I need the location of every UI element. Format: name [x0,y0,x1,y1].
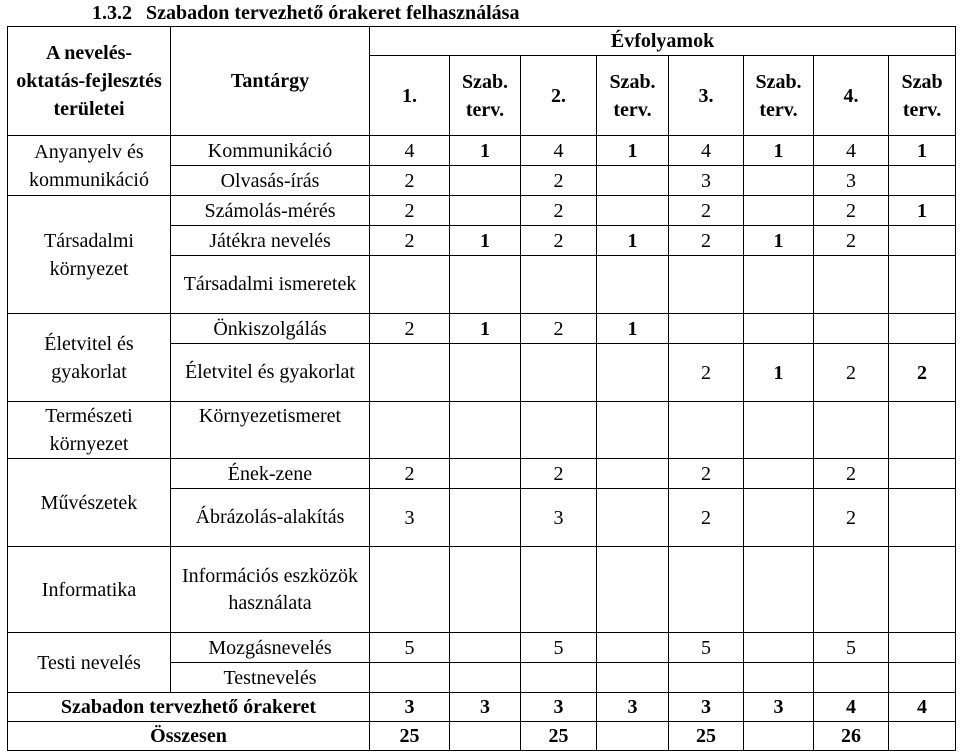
grade-2-szab-cell [597,256,669,314]
header-area-cell: A nevelés-oktatás-fejlesztés területei [8,27,171,136]
grade-3-szab-cell [744,633,814,663]
subject-cell: Információs eszközök használata [171,547,370,633]
grade-3-cell: 2 [669,196,744,226]
subject-cell: Mozgásnevelés [171,633,370,663]
header-subject-cell: Tantárgy [171,27,370,136]
table-row [8,459,956,489]
grade-3-szab-cell: 1 [744,226,814,256]
grade-4-cell [814,402,889,459]
area-cell: Művészetek [8,459,171,547]
grade-3-szab-cell: 3 [744,693,814,722]
grade-3-cell: 2 [669,344,744,402]
grade-4-szab-cell [889,459,956,489]
grade-3-szab-cell [744,314,814,344]
grade-3-szab: Szab. terv. [744,56,814,136]
grade-4-cell: 4 [814,693,889,722]
grade-4-szab-cell [889,314,956,344]
grade-3-cell: 5 [669,633,744,663]
total-label: Szabadon tervezhető órakeret [8,693,370,722]
grade-2-cell [521,402,597,459]
grade-2-cell: 25 [521,722,597,751]
table-row [8,196,956,226]
grade-1-szab-cell: 3 [450,693,521,722]
grade-2-cell [521,344,597,402]
grade-3-szab-cell [744,196,814,226]
grade-3-szab-cell [744,256,814,314]
grade-1-szab-cell: 1 [450,136,521,166]
grade-4-szab-cell [889,226,956,256]
grade-3-cell: 2 [669,226,744,256]
subject-cell: Olvasás-írás [171,166,370,196]
grade-2-szab-cell: 1 [597,226,669,256]
area-cell: Anyanyelv és kommunikáció [8,136,171,196]
area-cell: Természeti környezet [8,402,171,459]
hours-table [7,26,956,751]
grade-1-cell: 2 [370,459,450,489]
grade-4-szab-cell [889,722,956,751]
grade-3-szab-cell [744,663,814,693]
area-cell: Társadalmi környezet [8,196,171,314]
grade-4-cell [814,663,889,693]
grade-4-szab-cell: 4 [889,693,956,722]
grade-1-cell [370,547,450,633]
grade-3-cell: 4 [669,136,744,166]
grade-3-cell: 2 [669,459,744,489]
grade-1-cell: 2 [370,314,450,344]
grade-1-cell: 25 [370,722,450,751]
grade-1-cell [370,663,450,693]
grade-4-cell [814,547,889,633]
grade-2-szab-cell [597,547,669,633]
grade-1-cell [370,256,450,314]
total-row [8,722,956,751]
grade-2: 2. [521,56,597,136]
subject-cell: Ének-zene [171,459,370,489]
section-number: 1.3.2 [92,2,132,24]
grade-2-cell: 2 [521,459,597,489]
grade-1-cell [370,344,450,402]
grade-2-szab-cell: 3 [597,693,669,722]
table-row [8,547,956,633]
grade-1-szab-cell [450,633,521,663]
grade-3-cell: 3 [669,166,744,196]
grade-2-cell [521,663,597,693]
grade-1-szab-cell [450,459,521,489]
grade-4-cell: 26 [814,722,889,751]
grade-1-szab-cell [450,344,521,402]
grade-1-szab-cell: 1 [450,314,521,344]
table-row [8,314,956,344]
grade-4-cell: 3 [814,166,889,196]
grade-3-cell: 25 [669,722,744,751]
grade-2-szab-cell [597,459,669,489]
grade-4-szab-cell [889,166,956,196]
grade-1-cell: 3 [370,489,450,547]
grade-2-szab-cell: 1 [597,314,669,344]
grade-2-szab-cell: 1 [597,136,669,166]
area-cell: Informatika [8,547,171,633]
grade-1-szab-cell [450,166,521,196]
grade-3-cell [669,256,744,314]
grade-1-szab-cell [450,256,521,314]
grade-1-cell: 2 [370,166,450,196]
header-row-top [8,27,956,56]
grade-3-szab-cell [744,166,814,196]
subject-cell: Testnevelés [171,663,370,693]
grade-1: 1. [370,56,450,136]
grade-2-cell: 5 [521,633,597,663]
area-cell: Testi nevelés [8,633,171,693]
grade-2-cell [521,256,597,314]
grade-3-szab-cell [744,489,814,547]
table-row [8,633,956,663]
grade-2-cell: 2 [521,226,597,256]
grade-3-szab-cell [744,459,814,489]
grade-1-cell: 2 [370,196,450,226]
grade-1-szab-cell [450,663,521,693]
grade-3-szab-cell [744,547,814,633]
grade-1-szab-cell [450,547,521,633]
grade-3-cell [669,663,744,693]
total-label: Összesen [8,722,370,751]
grade-4-cell: 2 [814,459,889,489]
total-row [8,693,956,722]
section-title: Szabadon tervezhető órakeret felhasználása [146,2,520,24]
grade-2-cell: 2 [521,314,597,344]
grade-4-cell [814,256,889,314]
grade-1-szab-cell [450,402,521,459]
area-cell: Életvitel és gyakorlat [8,314,171,402]
table-row [8,402,956,459]
grade-2-szab-cell [597,402,669,459]
grade-1-szab-cell [450,489,521,547]
grade-1-szab: Szab. terv. [450,56,521,136]
grade-4-szab-cell: 2 [889,344,956,402]
grade-4-cell: 2 [814,226,889,256]
grade-2-szab: Szab. terv. [597,56,669,136]
grade-1-cell [370,402,450,459]
grade-2-szab-cell [597,663,669,693]
subject-cell: Önkiszolgálás [171,314,370,344]
grade-2-cell: 3 [521,489,597,547]
subject-cell: Ábrázolás-alakítás [171,489,370,547]
grade-4-szab-cell [889,489,956,547]
grade-4-szab-cell [889,402,956,459]
grade-2-cell: 3 [521,693,597,722]
grade-4-szab-cell [889,633,956,663]
grade-1-szab-cell [450,196,521,226]
grade-2-szab-cell [597,722,669,751]
grade-4: 4. [814,56,889,136]
subject-cell: Kommunikáció [171,136,370,166]
grade-3-cell [669,402,744,459]
grade-4-szab-cell [889,663,956,693]
grade-4-cell: 4 [814,136,889,166]
grade-4-cell: 2 [814,196,889,226]
grade-3-szab-cell: 1 [744,136,814,166]
section-heading [92,0,519,26]
grade-4-szab-cell: 1 [889,136,956,166]
grade-2-szab-cell [597,633,669,663]
grade-3-szab-cell: 1 [744,344,814,402]
grade-4-szab: Szab terv. [889,56,956,136]
grade-3-szab-cell [744,722,814,751]
grade-2-szab-cell [597,489,669,547]
grade-2-cell: 2 [521,196,597,226]
subject-cell: Játékra nevelés [171,226,370,256]
grade-1-cell: 3 [370,693,450,722]
subject-cell: Életvitel és gyakorlat [171,344,370,402]
grade-3-cell [669,547,744,633]
grade-3-cell: 3 [669,693,744,722]
grade-4-szab-cell: 1 [889,196,956,226]
grade-4-cell [814,314,889,344]
table-row [8,136,956,166]
grade-4-cell: 5 [814,633,889,663]
grade-4-szab-cell [889,256,956,314]
grade-3-cell: 2 [669,489,744,547]
grade-3-cell [669,314,744,344]
grade-4-szab-cell [889,547,956,633]
header-grades-cell: Évfolyamok [370,27,956,56]
grade-2-cell: 4 [521,136,597,166]
subject-cell: Társadalmi ismeretek [171,256,370,314]
grade-3: 3. [669,56,744,136]
subject-cell: Számolás-mérés [171,196,370,226]
grade-1-szab-cell [450,722,521,751]
grade-1-szab-cell: 1 [450,226,521,256]
grade-1-cell: 4 [370,136,450,166]
grade-4-cell: 2 [814,344,889,402]
grade-1-cell: 2 [370,226,450,256]
grade-2-szab-cell [597,166,669,196]
grade-4-cell: 2 [814,489,889,547]
grade-2-szab-cell [597,344,669,402]
grade-2-cell [521,547,597,633]
subject-cell: Környezetismeret [171,402,370,459]
grade-3-szab-cell [744,402,814,459]
grade-2-cell: 2 [521,166,597,196]
grade-1-cell: 5 [370,633,450,663]
grade-2-szab-cell [597,196,669,226]
